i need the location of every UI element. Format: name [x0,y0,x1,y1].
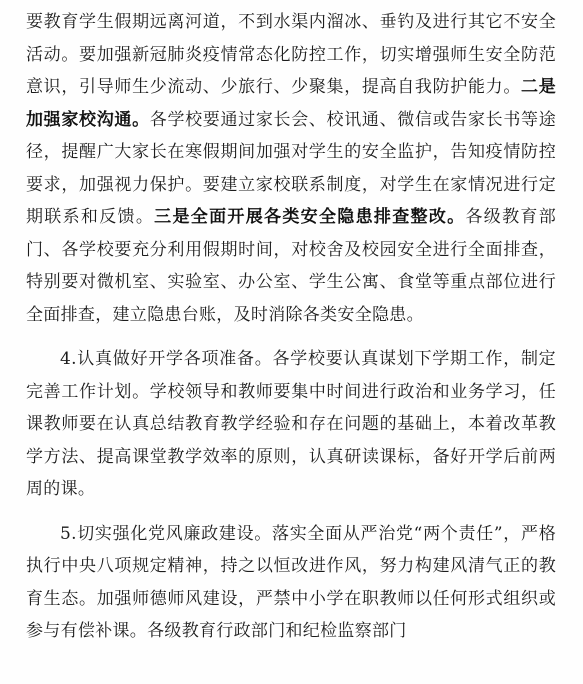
heading-hazard-inspection: 三是全面开展各类安全隐患排查整改。 [154,207,466,227]
paragraph-text: 要教育学生假期远离河道，不到水渠内溜冰、垂钓及进行其它不安全活动。要加强新冠肺炎疫情常态化防控工作，切实增强师生安全防范意识，引导师生少流动、少旅行、少聚集，提高自我防护能力。 [26,12,556,97]
item-heading: 4.认真做好开学各项准备。 [60,349,273,369]
item-heading: 5.切实强化党风廉政建设。 [60,523,273,544]
paragraph-text: 各学校要通过家长会、校讯通、微信或告家长书等途径，提醒广大家长在寒假期间加强对学生的安全监护，告知疫情防控要求，加强视力保护。要建立家校联系制度，对学生在家情况进行定期联系和反馈。 [26,109,556,227]
paragraph-party-conduct [26,518,556,648]
paragraph-text: 各学校要认真谋划下学期工作，制定完善工作计划。学校领导和教师要集中时间进行政治和业务学习，任课教师要在认真总结教育教学经验和存在问题的基础上，本着改革教学方法、提高课堂教学效率的原则，认真研读课标，备好开学后前两周的课。 [26,349,556,499]
paragraph-school-start-preparation [26,343,556,506]
paragraph-text: 落实全面从严治党“两个责任”，严格执行中央八项规定精神，持之以恒改进作风，努力构建风清气正的教育生态。加强师德师风建设，严禁中小学在职教师以任何形式组织或参与有偿补课。各级教育行政部门和纪检监察部门 [26,523,557,641]
heading-home-school-communication: 二是加强家校沟通。 [26,77,556,130]
paragraph-safety-education [26,6,556,331]
paragraph-text: 各级教育部门、各学校要充分利用假期时间，对校舍及校园安全进行全面排查，特别要对微机室、实验室、办公室、学生公寓、食堂等重点部位进行全面排查，建立隐患台账，及时消除各类安全隐患。 [26,207,556,325]
document-body [26,6,556,660]
